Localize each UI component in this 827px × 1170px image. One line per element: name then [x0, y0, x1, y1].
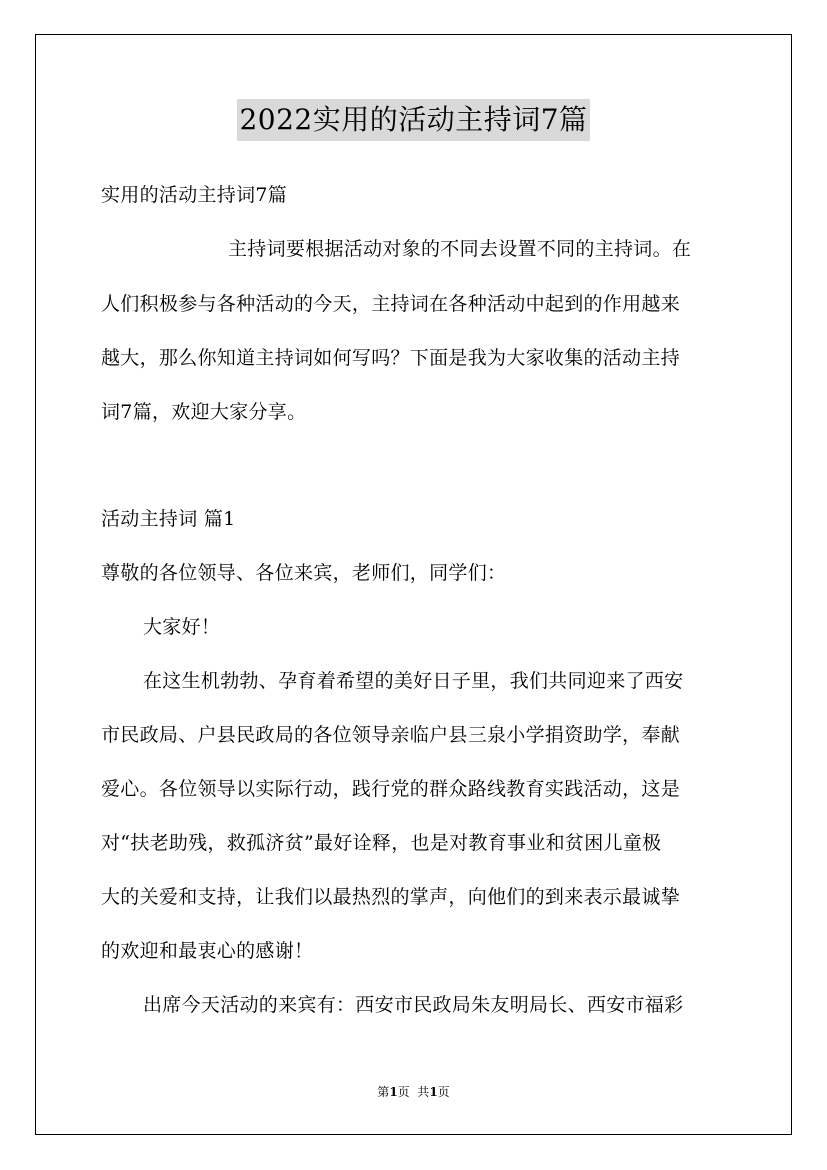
salutation: 尊敬的各位领导、各位来宾，老师们，同学们： [101, 562, 507, 584]
footer-page-prefix: 第 [377, 1085, 390, 1099]
footer-page-suffix: 页 [437, 1085, 450, 1099]
document-title: 2022实用的活动主持词7篇 [237, 99, 589, 141]
subtitle: 实用的活动主持词7篇 [101, 184, 288, 206]
paragraph1-line-5: 大的关爱和支持，让我们以最热烈的掌声，向他们的到来表示最诚挚 [101, 886, 681, 908]
footer-page-total: 1 [429, 1085, 438, 1099]
paragraph1-line-1: 在这生机勃勃、孕育着希望的美好日子里，我们共同迎来了西安 [143, 670, 684, 692]
paragraph1-line-2: 市民政局、户县民政局的各位领导亲临户县三泉小学捐资助学，奉献 [101, 724, 681, 746]
page-footer [0, 1084, 827, 1100]
intro-line-3: 越大，那么你知道主持词如何写吗？下面是我为大家收集的活动主持 [101, 347, 681, 369]
intro-line-4: 词7篇，欢迎大家分享。 [101, 401, 307, 423]
footer-page-current: 1 [389, 1085, 398, 1099]
footer-page-mid: 页 共 [397, 1085, 430, 1099]
paragraph1-line-3: 爱心。各位领导以实际行动，践行党的群众路线教育实践活动，这是 [101, 778, 681, 800]
title-container [0, 99, 827, 141]
paragraph1-line-6: 的欢迎和最衷心的感谢！ [101, 940, 314, 962]
paragraph1-line-4: 对“扶老助残，救孤济贫”最好诠释，也是对教育事业和贫困儿童极 [101, 832, 662, 854]
paragraph2-line-1: 出席今天活动的来宾有：西安市民政局朱友明局长、西安市福彩 [143, 994, 684, 1016]
intro-line-2: 人们积极参与各种活动的今天，主持词在各种活动中起到的作用越来 [101, 293, 681, 315]
section-heading: 活动主持词 篇1 [101, 508, 236, 530]
greeting: 大家好！ [143, 616, 221, 638]
intro-line-1: 主持词要根据活动对象的不同去设置不同的主持词。在 [228, 238, 692, 260]
